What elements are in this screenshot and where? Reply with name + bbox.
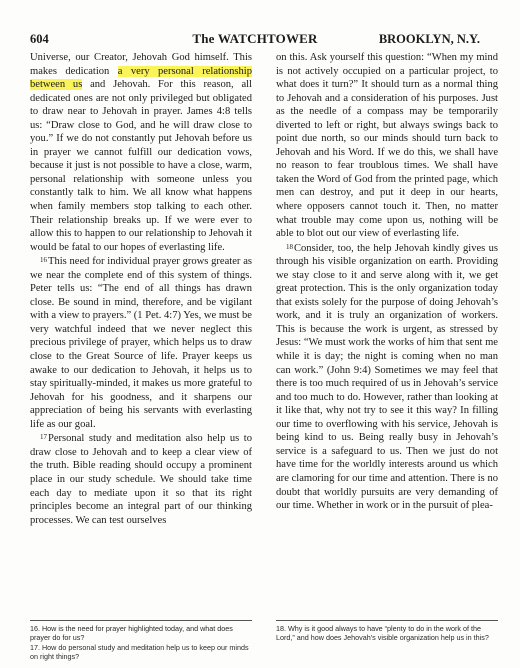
left-column [30,51,252,527]
footnotes-left [30,620,252,662]
paragraph-17 [30,431,252,527]
paragraph-text: Personal study and meditation also help us to draw close to Jehovah and to keep a clear view of the truth. Bible reading should occupy a prominent place in our study schedule. We should take time each day to mediate upon it so that its right principles become an integral part of our thinking processes. We can test ourselves [30,433,252,526]
paragraph-text: and Jehovah. For this reason, all dedicated ones are not only privileged but obligated to draw near to Jehovah in prayer. James 4:8 tells us: “Draw close to God, and he will draw close to you.” If we do not constantly put Jehovah before us in prayer we cannot fulfill our dedication vows, because it just is not possible to have a close, warm, personal relationship with someone unless you constantly talk to him. We all know what happens when family members stop talking to each other. Their relationship breaks up. If we were ever to allow this to happen to our relationship to Jehovah it would be fatal to our hopes of everlasting life. [30,79,252,253]
paragraph-text: This need for individual prayer grows greater as we near the complete end of this system of things. Peter tells us: “The end of all things has drawn close. Be sound in mind, therefore, and be vigilant with a view to prayers.” (1 Pet. 4:7) Yes, we must be very watchful indeed that we never neglect this precious privilege of prayer, which helps us to draw close to the Great Source of life. Prayer keeps us awake to our dedication to Jehovah, it helps us to stay spiritually-minded, it makes us more grateful to Jehovah for his goodness, and it sharpens our appreciation of being his servants with everlasting life as our goal. [30,256,252,430]
paragraph-18 [276,241,498,513]
paragraph-16 [30,254,252,431]
paragraph-17-continued [276,51,498,241]
paragraph-text: Universe, our Creator, Jehovah God himself. This makes dedication [30,52,252,77]
paragraph-text: Consider, too, the help Jehovah kindly gives us through his visible organization on earth. Providing we stay close to it and serve along with it, we get great protection. This is the only organization today that exists solely for the purpose of doing Jehovah’s work, and it is truly an organization of workers. This is because the work is urgent, as stressed by Jesus: “We must work the works of him that sent me while it is day; the night is coming when no man can work.” (John 9:4) Sometimes we may feel that there is too much required of us in Jehovah’s service and too much to do. However, rather than looking at it like that, why not try to see it this way? In filling our time to overflowing with his service, Jehovah is being kind to us. Being really busy in Jehovah’s service is a safeguard to us. Then we just do not have time for the worldly interests around us which are clamoring for our time and attention. There is no doubt that worldly pursuits are very demanding of our time. Whether in work or in the pursuit of plea- [276,242,498,512]
paragraph-number: 16 [40,256,47,265]
study-question: 18. Why is it good always to have “plenty to do in the work of the Lord,” and how does Jehovah’s visible organization help us in this? [276,624,489,642]
right-column [276,51,498,513]
publication-place: BROOKLYN, N.Y. [378,32,480,46]
paragraph-15-continued [30,51,252,254]
footnote-divider [276,620,498,621]
study-question: 17. How do personal study and meditation help us to keep our minds on right things? [30,643,249,661]
page-header [30,30,480,48]
paragraph-text: on this. Ask yourself this question: “When my mind is not actively occupied on a particular project, to what does it turn?” It should turn as a normal thing to Jehovah and a consideration of his purposes. Just as the needle of a compass may be temporarily diverted to left or right, but always swings back to point due north, so our minds should turn back to Jehovah and his Word. If we do this, we shall have no reason to fear troublous times. We shall have taken the Word of God from the printed page, which men can destroy, and put it deep in our hearts, where opposers cannot touch it. Then, no matter what trouble may come upon us, nothing will be able to blot out our view of everlasting life. [276,52,498,240]
study-question: 16. How is the need for prayer highlighted today, and what does prayer do for us? [30,624,233,642]
paragraph-number: 18 [286,242,293,251]
paragraph-number: 17 [40,433,47,442]
footnote-divider [30,620,252,621]
page-number: 604 [30,32,49,46]
magazine-title: The WATCHTOWER [192,31,318,46]
footnotes-right [276,620,498,643]
highlighted-phrase: a very personal relationship between us [30,65,252,91]
